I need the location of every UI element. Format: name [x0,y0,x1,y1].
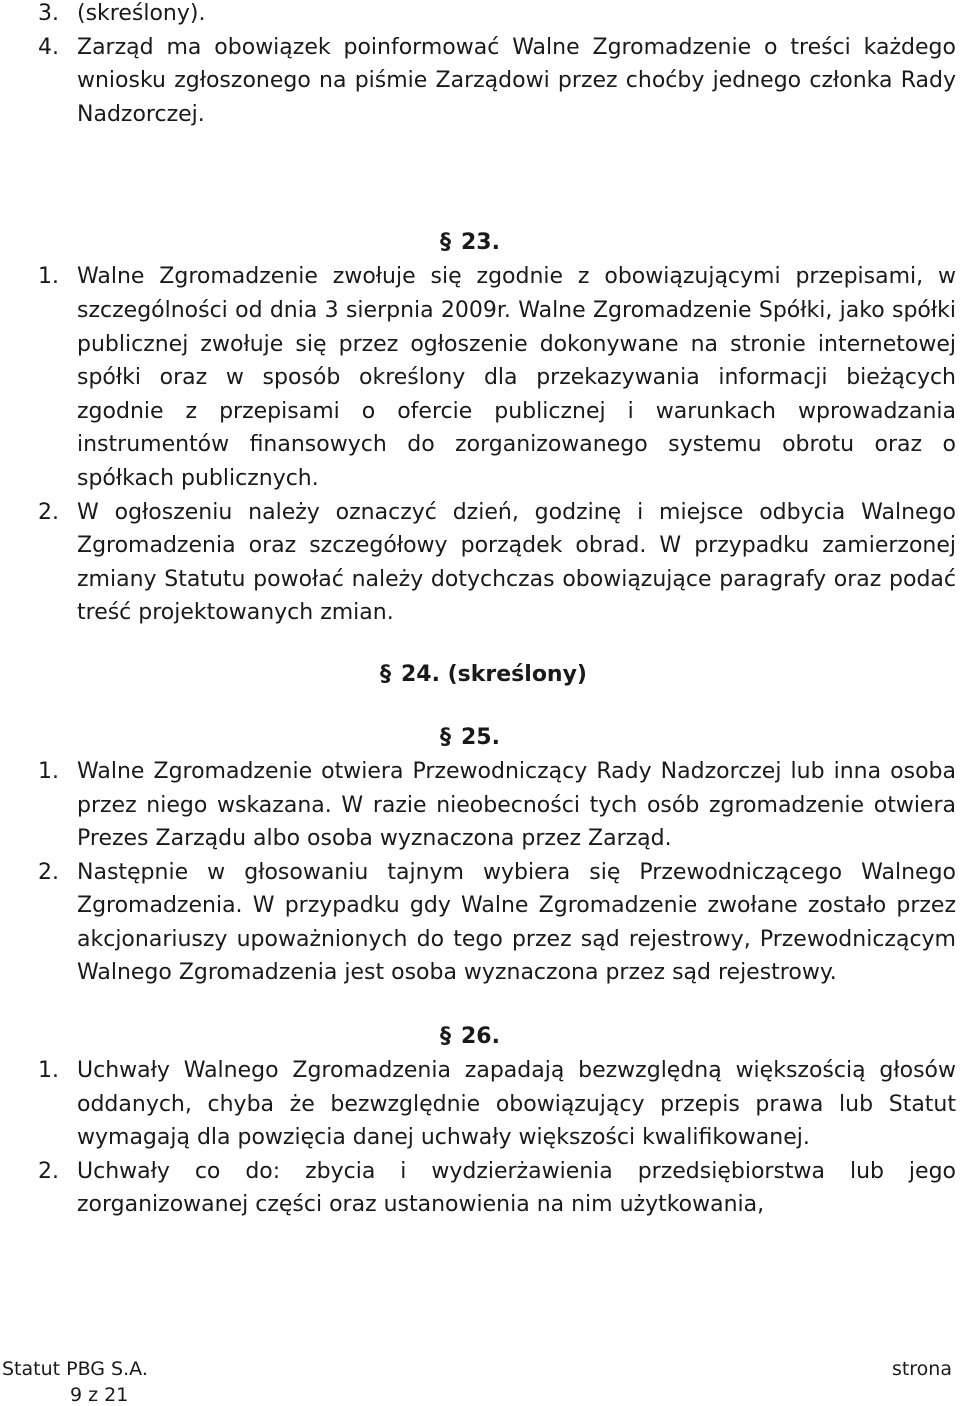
item-text: Następnie w głosowaniu tajnym wybiera się Przewodniczącego Walnego Zgromadzenia. W przypadku gdy Walne Zgromadzenie zwołane zostało przez akcjonariuszy upoważnionych do tego przez sąd rejestrowy, Przewodniczącym Walnego Zgromadzenia jest osoba wyznaczona przez sąd rejestrowy. [77,859,956,986]
list-item [0,1155,960,1222]
item-text: Walne Zgromadzenie zwołuje się zgodnie z obowiązującymi przepisami, w szczególności od dnia 3 sierpnia 2009r. Walne Zgromadzenie Spółki, jako spółki publicznej zwołuje się przez ogłoszenie dokonywane na stronie internetowej spółki oraz w sposób określony dla przekazywania informacji bieżących zgodnie z przepisami o ofercie publicznej i warunkach wprowadzania instrumentów finansowych do zorganizowanego systemu obrotu oraz o spółkach publicznych. [77,264,956,491]
footer-page-number: 9 z 21 [70,1384,129,1406]
section-title: 25. [461,724,500,750]
list-item [0,1054,960,1155]
item-number: 3. [38,1,59,26]
item-number: 2. [38,859,59,885]
item-number: 1. [38,264,59,290]
section-heading [0,721,960,755]
section-title: 26. [461,1024,500,1050]
item-text: (skreślony). [77,1,206,26]
paragraph-sign-icon: § [440,724,451,750]
section-heading [0,226,960,260]
item-number: 4. [38,34,59,60]
list-item [0,260,960,495]
footer-page-label: strona [891,1358,952,1380]
list-item [0,31,960,132]
section-title: 24. (skreślony) [401,661,587,687]
footer-document-title: Statut PBG S.A. [2,1358,148,1380]
list-item [0,755,960,856]
paragraph-sign-icon: § [440,1024,451,1050]
item-text: Uchwały Walnego Zgromadzenia zapadają bezwzględną większością głosów oddanych, chyba że bezwzględnie obowiązujący przepis prawa lub Statut wymagają dla powzięcia danej uchwały większości kwalifikowanej. [77,1058,956,1151]
item-number: 2. [38,1158,59,1184]
item-text: W ogłoszeniu należy oznaczyć dzień, godzinę i miejsce odbycia Walnego Zgromadzenia oraz szczegółowy porządek obrad. W przypadku zamierzonej zmiany Statutu powołać należy dotychczas obowiązujące paragrafy oraz podać treść projektowanych zmian. [77,499,956,626]
paragraph-sign-icon: § [440,230,451,256]
list-item [0,496,960,630]
item-text: Walne Zgromadzenie otwiera Przewodniczący Rady Nadzorczej lub inna osoba przez niego wskazana. W razie nieobecności tych osób zgromadzenie otwiera Prezes Zarządu albo osoba wyznaczona przez Zarząd. [77,758,956,852]
section-heading [0,658,960,692]
item-number: 2. [38,499,59,525]
item-text: Zarząd ma obowiązek poinformować Walne Zgromadzenie o treści każdego wniosku zgłoszonego na piśmie Zarządowi przez choćby jednego członka Rady Nadzorczej. [77,34,956,127]
section-heading [0,1020,960,1054]
item-number: 1. [38,758,59,784]
paragraph-sign-icon: § [380,661,391,687]
list-item [0,856,960,990]
item-text: Uchwały co do: zbycia i wydzierżawienia przedsiębiorstwa lub jego zorganizowanej części oraz ustanowienia na nim użytkowania, [77,1158,956,1218]
section-title: 23. [461,230,500,256]
list-item [0,0,960,31]
item-number: 1. [38,1058,59,1084]
